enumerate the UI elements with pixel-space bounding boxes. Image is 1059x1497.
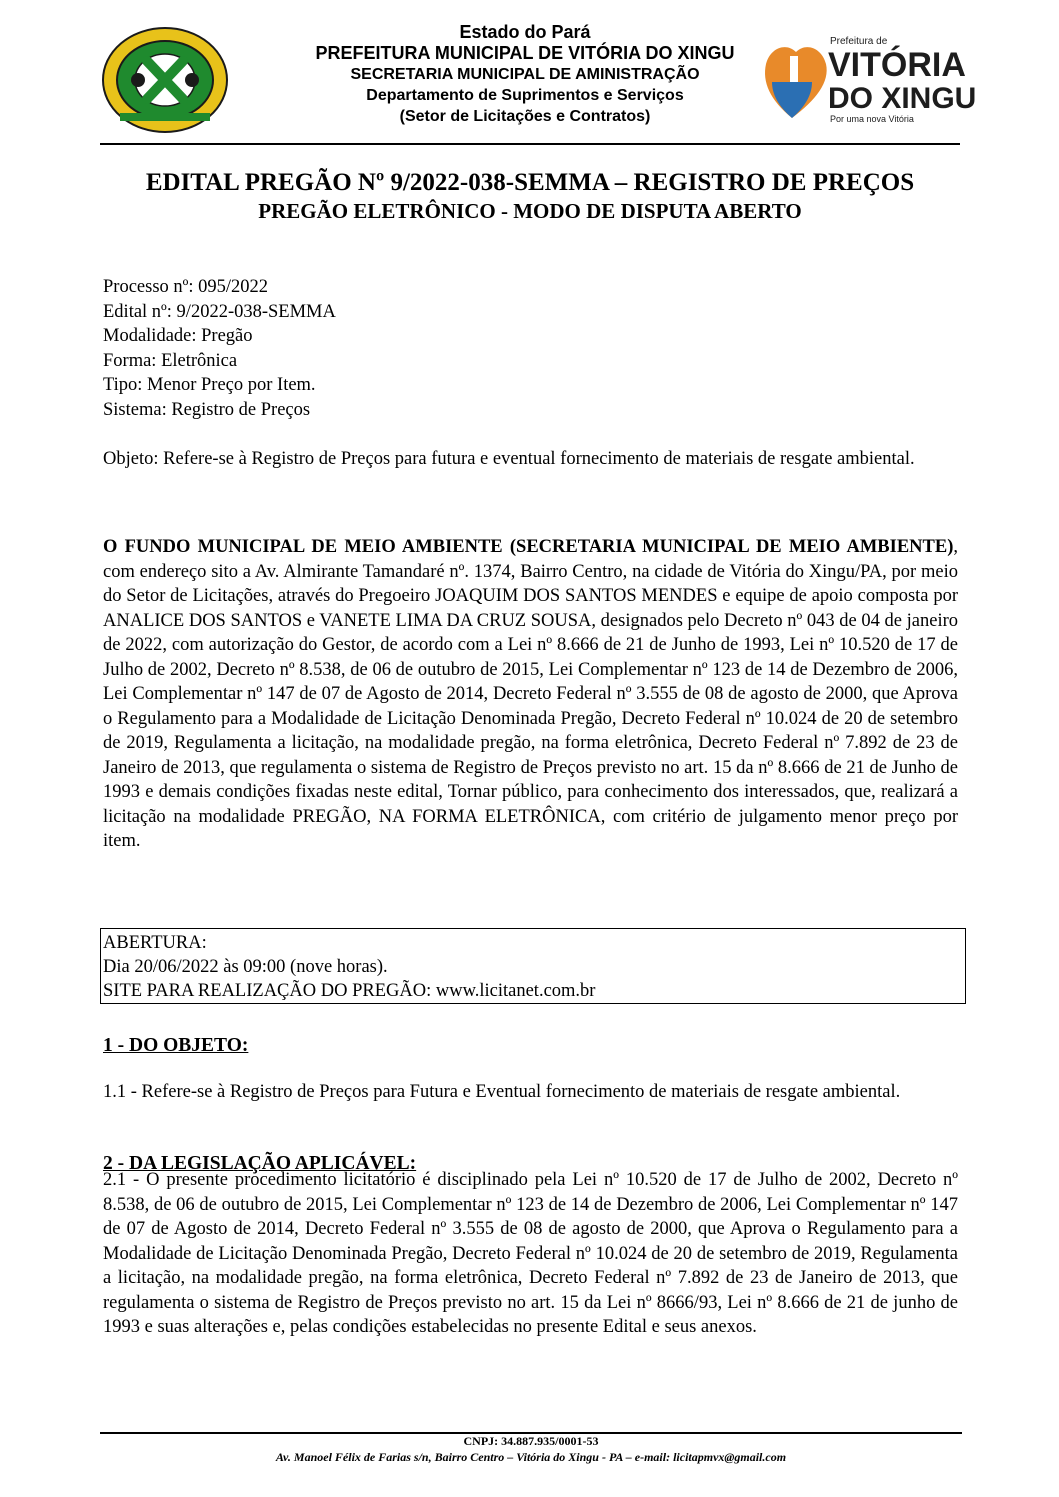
vitoria-do-xingu-logo-icon bbox=[760, 30, 977, 125]
modalidade-line: Modalidade: Pregão bbox=[103, 326, 253, 346]
intro-paragraph bbox=[103, 535, 958, 854]
processo-line: Processo nº: 095/2022 bbox=[103, 277, 269, 297]
edital-line: Edital nº: 9/2022-038-SEMMA bbox=[103, 301, 336, 322]
edital-subtitle: PREGÃO ELETRÔNICO - MODO DE DISPUTA ABERTO bbox=[258, 199, 802, 223]
abertura-label: ABERTURA: bbox=[103, 933, 207, 953]
section-2-heading: 2 - DA LEGISLAÇÃO APLICÁVEL: bbox=[103, 1153, 417, 1174]
logo-name-line1: VITÓRIA bbox=[828, 46, 966, 84]
letterhead bbox=[250, 22, 800, 127]
abertura-box bbox=[100, 928, 966, 1004]
section-2-paragraph: 2.1 - O presente procedimento licitatório é disciplinado pela Lei nº 10.520 de 17 de Julho de 2002, Decreto nº 8.538, de 06 de outubro de 2015, Lei Complementar nº 123 de 14 de Dezembro de 2006, Lei Complementar nº 147 de 07 de Agosto de 2014, Decreto Federal nº 3.555 de 08 de agosto de 2000, que Aprova o Regulamento para a Modalidade de Licitação Denominada Pregão, Decreto Federal nº 10.024 de 20 de setembro de 2019, Regulamenta a licitação, na modalidade pregão, na forma eletrônica, Decreto Federal nº 7.892 de 23 de Janeiro de 2013, que regulamenta o sistema de Registro de Preços previsto no art. 15 da Lei nº 8666/93, Lei nº 8.666 de 21 de junho de 1993 e suas alterações e, pelas condições estabelecidas no presente Edital e seus anexos. bbox=[103, 1170, 958, 1337]
sistema-line: Sistema: Registro de Preços bbox=[103, 399, 311, 420]
process-metadata bbox=[103, 275, 336, 422]
section-1-paragraph: 1.1 - Refere-se à Registro de Preços para Futura e Eventual fornecimento de materiais de resgate ambiental. bbox=[103, 1082, 901, 1102]
logo-prefix-text: Prefeitura de bbox=[830, 36, 888, 47]
intro-body-text: , com endereço sito a Av. Almirante Tamandaré nº. 1374, Bairro Centro, na cidade de Vitória do Xingu/PA, por meio do Setor de Licitações, através do Pregoeiro JOAQUIM DOS SANTOS MENDES e equipe de apoio composta por ANALICE DOS SANTOS e VANETE LIMA DA CRUZ SOUSA, designados pelo Decreto nº 043 de 04 de janeiro de 2022, com autorização do Gestor, de acordo com a Lei nº 8.666 de 21 de Junho de 1993, Lei nº 10.520 de 17 de Julho de 2002, Decreto nº 8.538, de 06 de outubro de 2015, Lei Complementar nº 123 de 14 de Dezembro de 2006, Lei Complementar nº 147 de 07 de Agosto de 2014, Decreto Federal nº 3.555 de 08 de agosto de 2000, que Aprova o Regulamento para a Modalidade de Licitação Denominada Pregão, Decreto Federal nº 10.024 de 20 de setembro de 2019, Regulamenta a licitação, na modalidade pregão, na forma eletrônica, Decreto Federal nº 7.892 de 23 de Janeiro de 2013, que regulamenta o sistema de Registro de Preços previsto no art. 15 da nº 8.666 de 21 de Junho de 1993 e demais condições fixadas neste edital, Tornar público, para conhecimento dos interessados, que, realizará a licitação na modalidade PREGÃO, NA FORMA ELETRÔNICA, com critério de julgamento menor preço por item. bbox=[103, 537, 958, 851]
sector-name: (Setor de Licitações e Contratos) bbox=[399, 108, 651, 125]
objeto-paragraph: Objeto: Refere-se à Registro de Preços para futura e eventual fornecimento de materiais de resgate ambiental. bbox=[103, 449, 915, 469]
footer-cnpj: CNPJ: 34.887.935/0001-53 bbox=[463, 1434, 599, 1448]
intro-entity-name: O FUNDO MUNICIPAL DE MEIO AMBIENTE (SECRETARIA MUNICIPAL DE MEIO AMBIENTE) bbox=[103, 537, 954, 557]
state-name: Estado do Pará bbox=[459, 22, 591, 42]
abertura-date: Dia 20/06/2022 às 09:00 (nove horas). bbox=[103, 957, 388, 977]
tipo-line: Tipo: Menor Preço por Item. bbox=[103, 375, 316, 395]
header-divider bbox=[100, 143, 960, 145]
footer-address: Av. Manoel Félix de Farias s/n, Bairro Centro – Vitória do Xingu - PA – e-mail: licitapmvx@gmail.com bbox=[275, 1450, 787, 1464]
municipal-seal-icon bbox=[100, 25, 230, 135]
logo-slogan-text: Por uma nova Vitória bbox=[830, 114, 914, 124]
section-1-heading: 1 - DO OBJETO: bbox=[103, 1035, 249, 1056]
prefecture-name: PREFEITURA MUNICIPAL DE VITÓRIA DO XINGU bbox=[315, 43, 735, 63]
forma-line: Forma: Eletrônica bbox=[103, 350, 238, 371]
edital-title: EDITAL PREGÃO Nº 9/2022-038-SEMMA – REGISTRO DE PREÇOS bbox=[145, 169, 915, 196]
secretariat-name: SECRETARIA MUNICIPAL DE AMINISTRAÇÃO bbox=[350, 66, 700, 83]
abertura-site: SITE PARA REALIZAÇÃO DO PREGÃO: www.licitanet.com.br bbox=[103, 981, 596, 1001]
logo-name-line2: DO XINGU bbox=[828, 82, 977, 115]
department-name: Departamento de Suprimentos e Serviços bbox=[366, 87, 684, 104]
